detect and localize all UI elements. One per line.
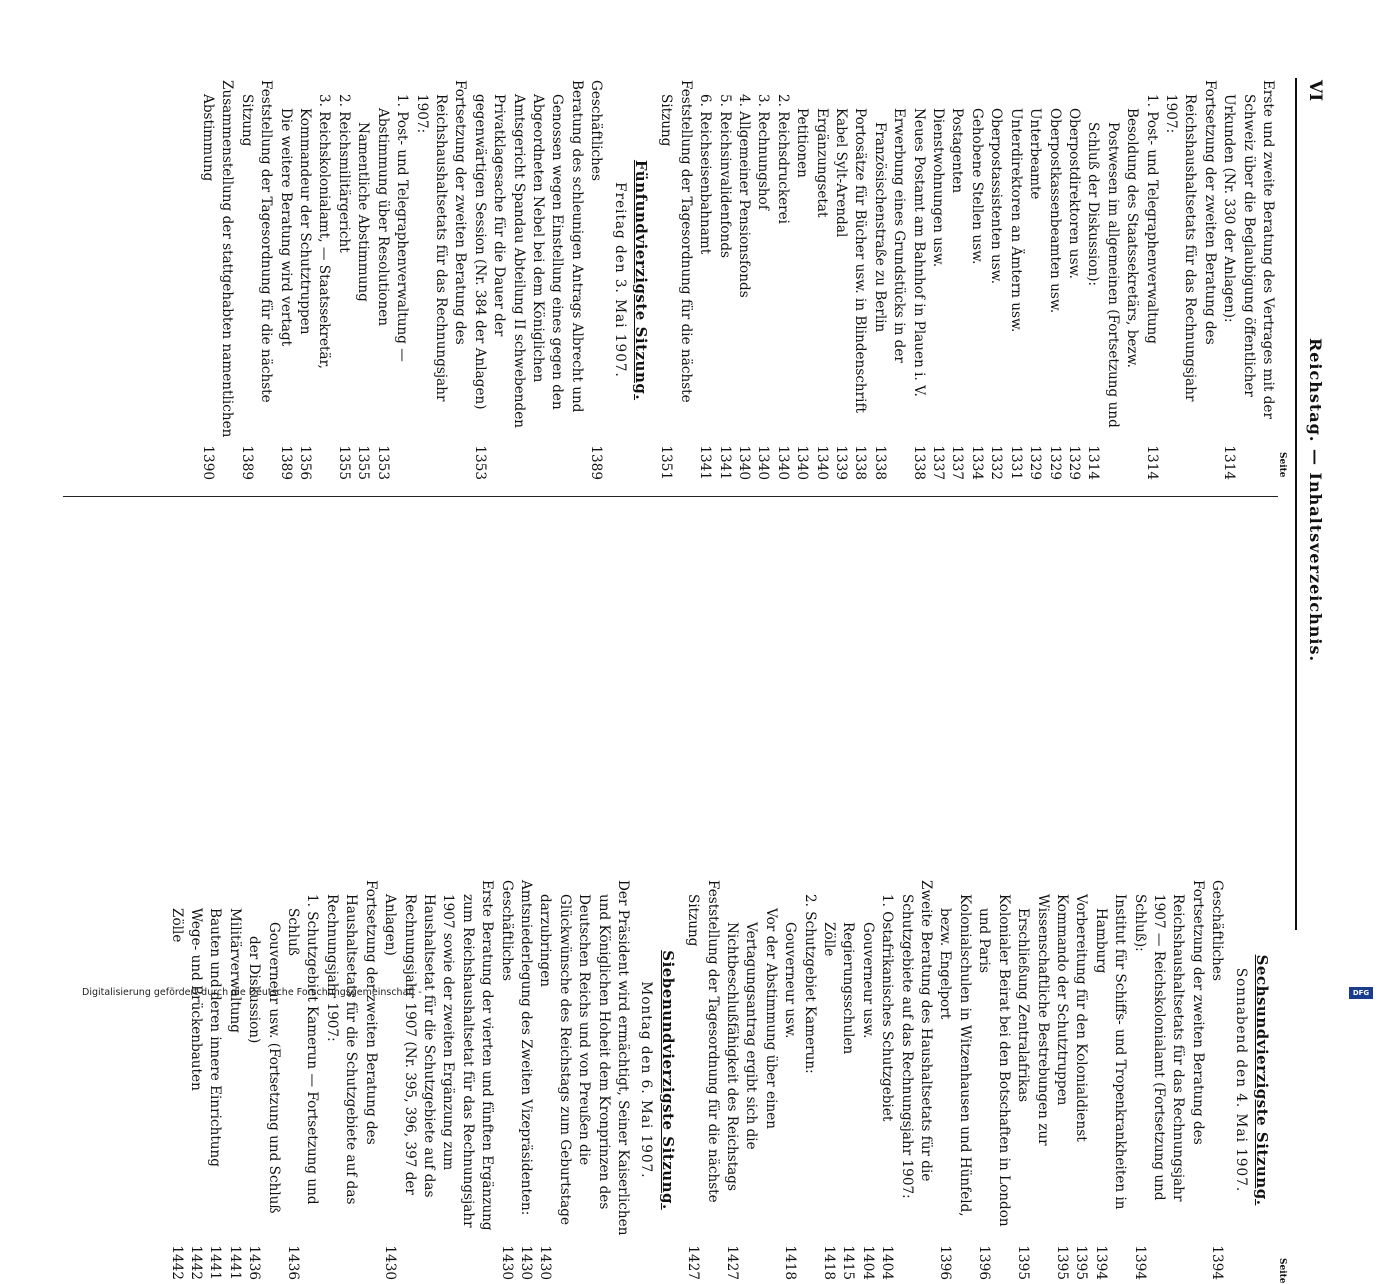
session-date: Freitag den 3. Mai 1907.	[611, 182, 628, 378]
toc-entry-page: 1389	[238, 445, 255, 480]
toc-entry-text: Unterdirektoren an Ämtern usw.	[1007, 108, 1024, 333]
toc-entry-page: 1395	[1053, 1245, 1070, 1280]
toc-entry-text: Militärverwaltung	[226, 908, 243, 1034]
toc-entry	[1141, 80, 1160, 480]
toc-entry	[1013, 880, 1052, 1280]
left-column	[198, 80, 1277, 480]
toc-entry-text: 6. Reichseisenbahnamt	[697, 94, 714, 255]
toc-entry	[1005, 80, 1024, 480]
toc-entry	[869, 80, 908, 480]
toc-entry-page: 1427	[685, 1245, 702, 1280]
toc-entry-page: 1395	[1073, 1245, 1090, 1280]
toc-entry-text: Fortsetzung der zweiten Beratung des Reichshaushaltsetats für das Rechnungsjahr 1907:	[413, 80, 469, 402]
toc-entry	[411, 80, 469, 480]
seite-label-right: Seite	[1277, 1258, 1287, 1284]
page-number: VI	[1305, 80, 1325, 102]
toc-entry	[275, 80, 294, 480]
toc-entry-text: Namentliche Abstimmung	[355, 122, 372, 302]
toc-entry-text: Feststellung der Tagesordnung für die nächste Sitzung	[658, 80, 694, 403]
toc-entry	[947, 80, 966, 480]
toc-entry-text: 1. Post- und Telegraphenverwaltung	[1143, 94, 1160, 344]
toc-entry	[372, 80, 411, 480]
toc-entry-text: Fortsetzung der zweiten Beratung des Reichshaushaltsetats für das Rechnungsjahr 1907:	[1162, 80, 1218, 402]
toc-entry	[714, 80, 733, 480]
toc-entry-page: 1314	[1143, 445, 1160, 480]
digitization-note: Digitalisierung gefördert durch die Deutsche Forschungsgemeinschaft -	[82, 987, 422, 998]
toc-entry-page: 1356	[297, 445, 314, 480]
toc-entry-page: 1351	[658, 445, 675, 480]
toc-entry	[1083, 80, 1141, 480]
toc-entry-text: 3. Reichskolonialamt, — Staatssekretär, Kommandeur der Schutztruppen	[297, 94, 333, 369]
toc-entry	[353, 80, 372, 480]
toc-entry-text: Vor der Abstimmung über einen Vertagungsantrag ergibt sich die Nichtbeschlußfähigkeit des Reichstags	[724, 908, 779, 1191]
toc-entry	[469, 80, 585, 480]
toc-entry	[244, 880, 283, 1280]
left-column-entries	[198, 80, 1277, 480]
toc-entry	[908, 80, 927, 480]
toc-entry-text: Beratung des schleunigen Antrags Albrecht und Genossen wegen Einstellung eines gegen den Abgeordneten Nebel bei dem Königlichen Amtsgericht Spandau Abteilung II schwebenden Privatklagesache für die Dauer der gegenwärtigen Session (Nr. 384 der Anlagen)	[471, 80, 585, 428]
toc-entry	[1207, 880, 1226, 1280]
toc-entry-text: Zusammenstellung der stattgehabten namentlichen Abstimmung	[200, 80, 236, 438]
toc-entry-page: 1338	[910, 445, 927, 480]
toc-entry-page: 1441	[207, 1245, 224, 1280]
toc-entry-page: 1396	[976, 1245, 993, 1280]
toc-entry-page: 1389	[277, 445, 294, 480]
toc-entry	[695, 80, 714, 480]
toc-entry-page: 1389	[588, 445, 605, 480]
toc-entry-page: 1441	[226, 1245, 243, 1280]
session-date: Montag den 6. Mai 1907.	[638, 981, 655, 1179]
toc-entry	[974, 880, 1013, 1280]
toc-entry-text: Petitionen	[794, 108, 811, 178]
toc-entry	[722, 880, 780, 1280]
toc-entry	[1044, 80, 1063, 480]
toc-entry	[236, 80, 275, 480]
toc-entry-text: Zölle	[168, 908, 185, 943]
toc-entry-text: Dienstwohnungen usw.	[930, 108, 947, 268]
toc-entry	[205, 880, 224, 1280]
toc-entry-page: 1353	[374, 445, 391, 480]
right-column	[166, 880, 1277, 1280]
toc-entry-text: Zweite Beratung des Haushaltsetats für die Schutzgebiete auf das Rechnungsjahr 1907:	[898, 880, 935, 1199]
toc-entry-text: 1. Schutzgebiet Kamerun — Fortsetzung und Schluß	[285, 894, 321, 1205]
seite-label-left: Seite	[1277, 452, 1287, 478]
toc-entry-page: 1395	[1015, 1245, 1032, 1280]
toc-entry	[1129, 880, 1207, 1280]
toc-entry	[811, 80, 830, 480]
running-head: Reichstag. — Inhaltsverzeichnis.	[1306, 337, 1325, 663]
toc-entry-text: Geschäftliches	[1209, 880, 1226, 981]
toc-entry	[656, 80, 695, 480]
toc-entry-page: 1331	[1007, 445, 1024, 480]
toc-entry	[967, 80, 986, 480]
toc-entry	[877, 880, 896, 1280]
toc-entry	[772, 80, 791, 480]
toc-entry-text: Institut für Schiffs- und Tropenkrankheiten in Hamburg	[1092, 894, 1129, 1210]
toc-entry	[850, 80, 869, 480]
toc-entry-text: 2. Reichsmilitärgericht	[335, 94, 352, 253]
toc-entry	[334, 80, 353, 480]
toc-entry-text: 2. Schutzgebiet Kamerun:	[801, 894, 818, 1074]
toc-entry-text: 1. Ostafrikanisches Schutzgebiet	[879, 894, 896, 1122]
toc-entry-page: 1314	[1085, 445, 1102, 480]
toc-entry-text: Unterbeamte	[1027, 108, 1044, 200]
toc-entry	[780, 880, 799, 1280]
toc-entry	[935, 880, 974, 1280]
toc-entry	[1052, 880, 1071, 1280]
toc-entry-page: 1332	[988, 445, 1005, 480]
toc-entry-text: Kolonialschulen in Witzenhausen und Hünfeld, bezw. Engelport	[937, 894, 973, 1217]
toc-entry-page: 1340	[736, 445, 753, 480]
toc-entry-text: Kommando der Schutztruppen	[1053, 894, 1070, 1106]
toc-entry-page: 1338	[852, 445, 869, 480]
toc-entry	[792, 80, 811, 480]
toc-entry-page: 1404	[859, 1245, 876, 1280]
toc-entry	[186, 880, 205, 1280]
toc-entry-page: 1394	[1092, 1245, 1109, 1280]
toc-entry-text: Geschäftliches	[588, 80, 605, 181]
toc-entry-page: 1436	[246, 1245, 263, 1280]
toc-entry	[283, 880, 322, 1280]
toc-entry-text: Postagenten	[949, 108, 966, 194]
toc-entry-text: Geschäftliches	[498, 880, 515, 981]
toc-entry-text: Regierungsschulen	[840, 922, 857, 1055]
toc-entry-text: Erwerbung eines Grundstücks in der Französischenstraße zu Berlin	[871, 108, 908, 363]
toc-entry-text: Portosätze für Bücher usw. in Blindenschrift	[852, 108, 869, 414]
toc-entry	[295, 80, 334, 480]
toc-entry-text: 5. Reichsinvalidenfonds	[716, 94, 733, 258]
toc-entry-page: 1430	[498, 1245, 515, 1280]
toc-entry	[857, 880, 876, 1280]
toc-entry-page: 1341	[697, 445, 714, 480]
toc-entry	[799, 880, 818, 1280]
toc-entry-page: 1339	[833, 445, 850, 480]
toc-entry-page: 1314	[1221, 445, 1238, 480]
toc-entry-page: 1436	[285, 1245, 302, 1280]
toc-entry-text: Neues Postamt am Bahnhof in Plauen i. V.	[910, 108, 927, 397]
toc-entry-page: 1340	[794, 445, 811, 480]
toc-entry-text: Bauten und deren innere Einrichtung	[207, 908, 224, 1168]
toc-entry	[1064, 80, 1083, 480]
toc-entry	[535, 880, 632, 1280]
session-title: Fünfundvierzigste Sitzung.	[632, 159, 650, 401]
toc-entry	[224, 880, 243, 1280]
toc-entry-page: 1430	[537, 1245, 554, 1280]
toc-entry	[322, 880, 380, 1280]
toc-entry	[380, 880, 496, 1280]
session-title: Sechsundvierzigste Sitzung.	[1253, 954, 1271, 1206]
toc-entry-page: 1329	[1065, 445, 1082, 480]
toc-entry	[1071, 880, 1090, 1280]
toc-entry-page: 1442	[188, 1245, 205, 1280]
column-divider	[63, 496, 1278, 497]
toc-entry	[831, 80, 850, 480]
toc-entry	[819, 880, 838, 1280]
toc-entry-text: 2. Reichsdruckerei	[774, 94, 791, 225]
toc-entry	[166, 880, 185, 1280]
toc-entry-page: 1329	[1027, 445, 1044, 480]
toc-entry-page: 1353	[471, 445, 488, 480]
session-title: Siebenundvierzigste Sitzung.	[658, 950, 677, 1210]
toc-entry-text: Gouverneur usw.	[859, 922, 876, 1039]
toc-entry-page: 1390	[200, 445, 217, 480]
toc-entry-page: 1355	[335, 445, 352, 480]
toc-entry-page: 1427	[724, 1245, 741, 1280]
toc-entry-text: Gehobene Stellen usw.	[968, 108, 985, 265]
toc-entry-text: Fortsetzung der zweiten Beratung des Haushaltsetats für die Schutzgebiete auf das Rechnungsjahr 1907:	[323, 880, 379, 1205]
toc-entry	[586, 80, 605, 480]
toc-entry-text: Die weitere Beratung wird vertagt	[277, 108, 294, 347]
toc-entry-page: 1340	[755, 445, 772, 480]
toc-entry-text: Kolonialer Beirat bei den Botschaften in London und Paris	[976, 894, 1012, 1227]
toc-entry	[1161, 80, 1219, 480]
header-rule	[1295, 78, 1297, 930]
toc-entry-page: 1418	[782, 1245, 799, 1280]
toc-entry	[734, 80, 753, 480]
toc-entry-page: 1334	[968, 445, 985, 480]
toc-entry-page: 1430	[382, 1245, 399, 1280]
toc-entry-text: Oberpostdirektoren usw.	[1065, 108, 1082, 279]
toc-entry-text: Gouverneur usw. (Fortsetzung und Schluß der Diskussion)	[246, 922, 282, 1214]
toc-entry	[838, 880, 857, 1280]
toc-entry-page: 1340	[774, 445, 791, 480]
toc-entry-text: Besoldung des Staatssekretärs, bezw. Postwesen im allgemeinen (Fortsetzung und Schluß der Diskussion):	[1085, 108, 1141, 428]
toc-entry-page: 1415	[840, 1245, 857, 1280]
toc-entry	[896, 880, 935, 1280]
toc-entry	[1090, 880, 1129, 1280]
toc-entry-text: 1. Post- und Telegraphenverwaltung — Abstimmung über Resolutionen	[374, 94, 411, 362]
toc-entry	[928, 80, 947, 480]
toc-entry-page: 1341	[716, 445, 733, 480]
toc-entry	[516, 880, 535, 1280]
toc-entry-text: Der Präsident wird ermächtigt, Seiner Kaiserlichen und Königlichen Hoheit dem Kronprinzen des Deutschen Reichs und von Preußen die Glückwünsche des Reichstags zum Geburtstage darzubringen	[537, 880, 631, 1236]
toc-entry-text: Fortsetzung der zweiten Beratung des Reichshaushaltsetats für das Rechnungsjahr 1907 — Reichskolonialamt (Fortsetzung und Schluß):	[1131, 880, 1206, 1202]
toc-entry	[496, 880, 515, 1280]
toc-entry-text: Erste Beratung der vierten und fünften Ergänzung zum Reichshaushaltsetat für das Rechnungsjahr 1907 sowie der zweiten Ergänzung zum Haushaltsetat für die Schutzgebiete auf das Rechnungsjahr 1907 (Nr. 395, 396, 397 der Anlagen)	[382, 880, 496, 1231]
toc-entry-page: 1442	[168, 1245, 185, 1280]
toc-entry-page: 1396	[937, 1245, 954, 1280]
toc-entry-text: Oberpostkassenbeamten usw.	[1046, 108, 1063, 314]
toc-entry-text: Amtsniederlegung des Zweiten Vizepräsidenten:	[517, 880, 534, 1216]
toc-entry-page: 1337	[930, 445, 947, 480]
toc-entry-text: Ergänzungsetat	[813, 108, 830, 218]
toc-entry-page: 1329	[1046, 445, 1063, 480]
toc-entry-text: Erste und zweite Beratung des Vertrages mit der Schweiz über die Beglaubigung öffentlicher Urkunden (Nr. 330 der Anlagen):	[1221, 80, 1276, 419]
toc-entry-page: 1337	[949, 445, 966, 480]
dfg-logo: DFG	[1349, 987, 1373, 999]
toc-entry-text: Wissenschaftliche Bestrebungen zur Erschließung Zentralafrikas	[1015, 894, 1051, 1146]
toc-entry-page: 1340	[813, 445, 830, 480]
toc-entry-text: 4. Allgemeiner Pensionsfonds	[736, 94, 753, 298]
toc-entry-page: 1338	[871, 445, 888, 480]
toc-entry-text: Oberpostassistenten usw.	[988, 108, 1005, 285]
toc-entry-page: 1394	[1209, 1245, 1226, 1280]
toc-entry-page: 1355	[355, 445, 372, 480]
toc-entry-text: Wege- und Brückenbauten	[188, 908, 205, 1091]
toc-entry-text: Feststellung der Tagesordnung für die nächste Sitzung	[238, 80, 275, 403]
toc-entry-text: Vorbereitung für den Kolonialdienst	[1073, 894, 1090, 1142]
toc-entry-page: 1404	[879, 1245, 896, 1280]
toc-entry	[198, 80, 237, 480]
toc-entry-page: 1430	[517, 1245, 534, 1280]
toc-entry-text: 3. Rechnungshof	[755, 94, 772, 210]
toc-entry-text: Kabel Sylt-Arendal	[833, 108, 850, 238]
toc-entry-text: Feststellung der Tagesordnung für die nächste Sitzung	[685, 880, 721, 1203]
toc-entry	[1025, 80, 1044, 480]
toc-entry	[986, 80, 1005, 480]
toc-entry	[683, 880, 722, 1280]
toc-entry-text: Gouverneur usw.	[782, 922, 799, 1039]
toc-entry	[753, 80, 772, 480]
toc-entry-text: Zölle	[821, 922, 838, 957]
right-column-entries	[166, 880, 1271, 1280]
toc-entry	[1219, 80, 1277, 480]
toc-entry-page: 1394	[1131, 1245, 1148, 1280]
toc-entry-page: 1418	[821, 1245, 838, 1280]
session-date: Sonnabend den 4. Mai 1907.	[1232, 967, 1249, 1193]
